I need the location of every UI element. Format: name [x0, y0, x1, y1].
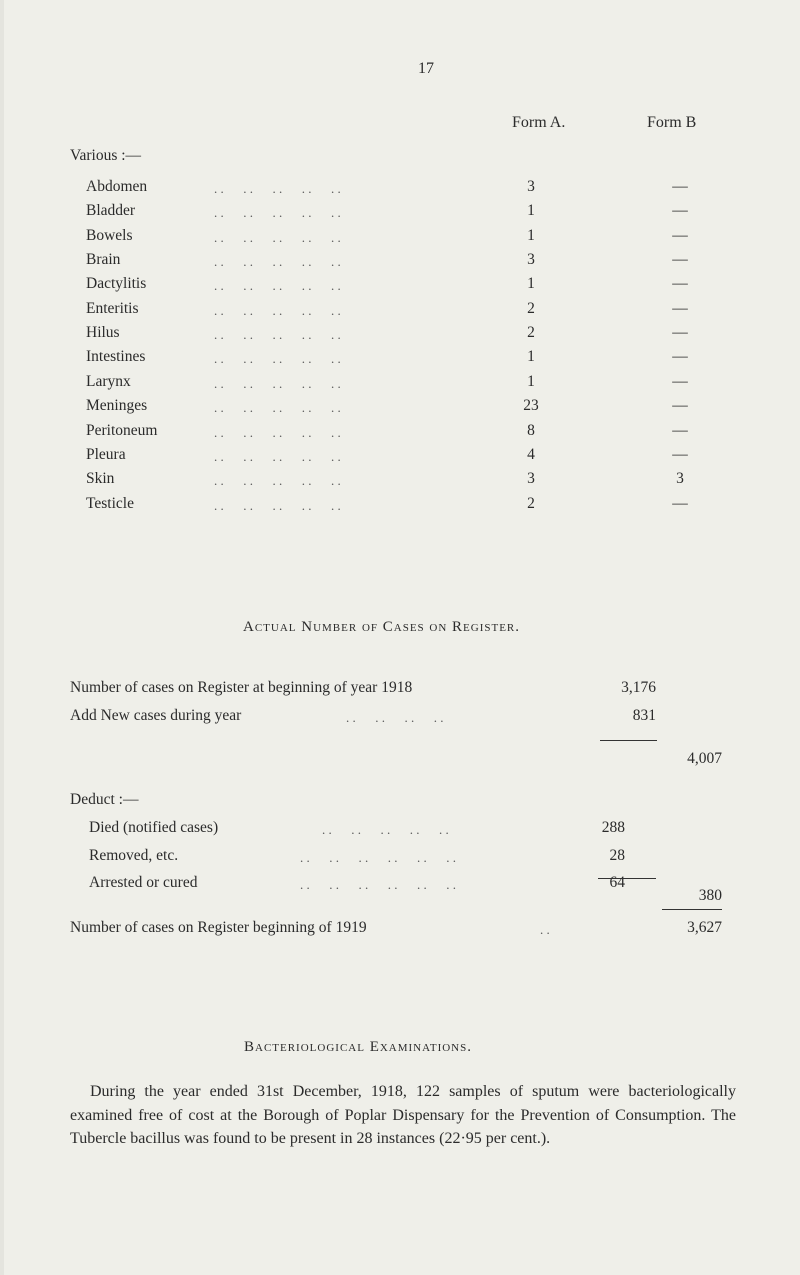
register-new-label: Add New cases during year — [70, 707, 242, 724]
various-row-name: Hilus — [86, 324, 120, 341]
various-row-form-a: 1 — [527, 275, 535, 292]
deduction-label: Arrested or cured — [89, 874, 198, 891]
various-row-form-b: — — [672, 251, 688, 268]
various-row-name: Meninges — [86, 397, 148, 414]
leader-dots: . . . . . . . . . . — [214, 303, 341, 318]
deduction-value: 28 — [609, 847, 625, 864]
leader-dots: . . . . . . . . . . — [214, 449, 341, 464]
deduct-rule — [598, 878, 656, 879]
register-subtotal: 4,007 — [687, 750, 722, 767]
leader-dots: . . . . . . . . . . — [214, 400, 341, 415]
various-row-form-a: 4 — [527, 446, 535, 463]
leader-dots: . . . . . . . . . . — [214, 181, 341, 196]
various-row-name: Larynx — [86, 373, 131, 390]
leader-dots: . . . . . . . . . . . . — [300, 850, 456, 865]
register-beginning-label: Number of cases on Register at beginning of year 1918 — [70, 679, 413, 696]
various-row-form-b: — — [672, 495, 688, 512]
various-row-form-a: 2 — [527, 324, 535, 341]
leader-dots: . . . . . . . . — [346, 710, 444, 725]
register-final-value: 3,627 — [687, 919, 722, 936]
deduction-value: 64 — [609, 874, 625, 891]
various-row-form-b: — — [672, 178, 688, 195]
various-row-form-b: — — [672, 348, 688, 365]
various-row-form-b: — — [672, 202, 688, 219]
various-row-form-b: — — [672, 397, 688, 414]
various-row-form-b: — — [672, 422, 688, 439]
leader-dots: . . . . . . . . . . — [214, 327, 341, 342]
leader-dots: . . . . . . . . . . . . — [300, 877, 456, 892]
various-row-form-a: 1 — [527, 373, 535, 390]
various-row-name: Testicle — [86, 495, 134, 512]
deduction-label: Died (notified cases) — [89, 819, 219, 836]
various-row-form-a: 1 — [527, 348, 535, 365]
deduction-value: 288 — [601, 819, 625, 836]
bacteriology-heading: Bacteriological Examinations. — [244, 1039, 472, 1055]
leader-dots: . . . . . . . . . . — [214, 254, 341, 269]
leader-dots: . . . . . . . . . . — [214, 351, 341, 366]
various-row-form-b: — — [672, 275, 688, 292]
total-rule — [662, 909, 722, 910]
various-label: Various :— — [70, 147, 142, 164]
various-row-name: Dactylitis — [86, 275, 147, 292]
various-row-form-a: 2 — [527, 300, 535, 317]
various-row-form-a: 1 — [527, 227, 535, 244]
register-final-label: Number of cases on Register beginning of 1919 — [70, 919, 367, 936]
subtotal-rule — [600, 740, 657, 741]
deduct-label: Deduct :— — [70, 791, 139, 808]
various-row-form-b: — — [672, 446, 688, 463]
various-row-form-a: 2 — [527, 495, 535, 512]
various-row-name: Peritoneum — [86, 422, 158, 439]
various-row-form-b: — — [672, 227, 688, 244]
various-row-form-a: 3 — [527, 251, 535, 268]
deduction-label: Removed, etc. — [89, 847, 179, 864]
leader-dots: . . . . . . . . . . — [214, 425, 341, 440]
leader-dots: . . . . . . . . . . — [214, 205, 341, 220]
register-heading: Actual Number of Cases on Register. — [243, 619, 521, 635]
register-new-value: 831 — [632, 707, 656, 724]
various-row-name: Enteritis — [86, 300, 139, 317]
various-row-form-b: — — [672, 324, 688, 341]
form-a-header: Form A. — [512, 114, 566, 131]
various-row-form-a: 3 — [527, 470, 535, 487]
various-row-name: Brain — [86, 251, 121, 268]
various-row-form-b: — — [672, 373, 688, 390]
page-number: 17 — [418, 60, 434, 77]
bacteriology-text: During the year ended 31st December, 1918, 122 samples of sputum were bacteriologically examined free of cost at the Borough of Poplar Dispensary for the Prevention of Consumption. The Tubercle bacillus was found to be present in 28 instances (22·95 per cent.). — [70, 1083, 736, 1147]
various-row-form-a: 1 — [527, 202, 535, 219]
various-row-name: Bowels — [86, 227, 133, 244]
various-row-form-b: — — [672, 300, 688, 317]
various-row-form-a: 3 — [527, 178, 535, 195]
various-row-form-a: 23 — [523, 397, 539, 414]
leader-dots: . . . . . . . . . . — [214, 473, 341, 488]
various-row-form-b: 3 — [676, 470, 684, 487]
leader-dots: . . . . . . . . . . — [214, 376, 341, 391]
various-row-form-a: 8 — [527, 422, 535, 439]
various-row-name: Intestines — [86, 348, 146, 365]
leader-dots: . . — [540, 922, 550, 937]
various-row-name: Abdomen — [86, 178, 148, 195]
form-b-header: Form B — [647, 114, 697, 131]
register-beginning-value: 3,176 — [621, 679, 656, 696]
page-edge — [0, 0, 4, 1275]
leader-dots: . . . . . . . . . . — [214, 498, 341, 513]
various-row-name: Pleura — [86, 446, 126, 463]
leader-dots: . . . . . . . . . . — [214, 278, 341, 293]
various-row-name: Bladder — [86, 202, 136, 219]
register-deduct-total: 380 — [698, 887, 722, 904]
leader-dots: . . . . . . . . . . — [322, 822, 449, 837]
leader-dots: . . . . . . . . . . — [214, 230, 341, 245]
bacteriology-paragraph — [70, 1080, 736, 1151]
various-row-name: Skin — [86, 470, 115, 487]
